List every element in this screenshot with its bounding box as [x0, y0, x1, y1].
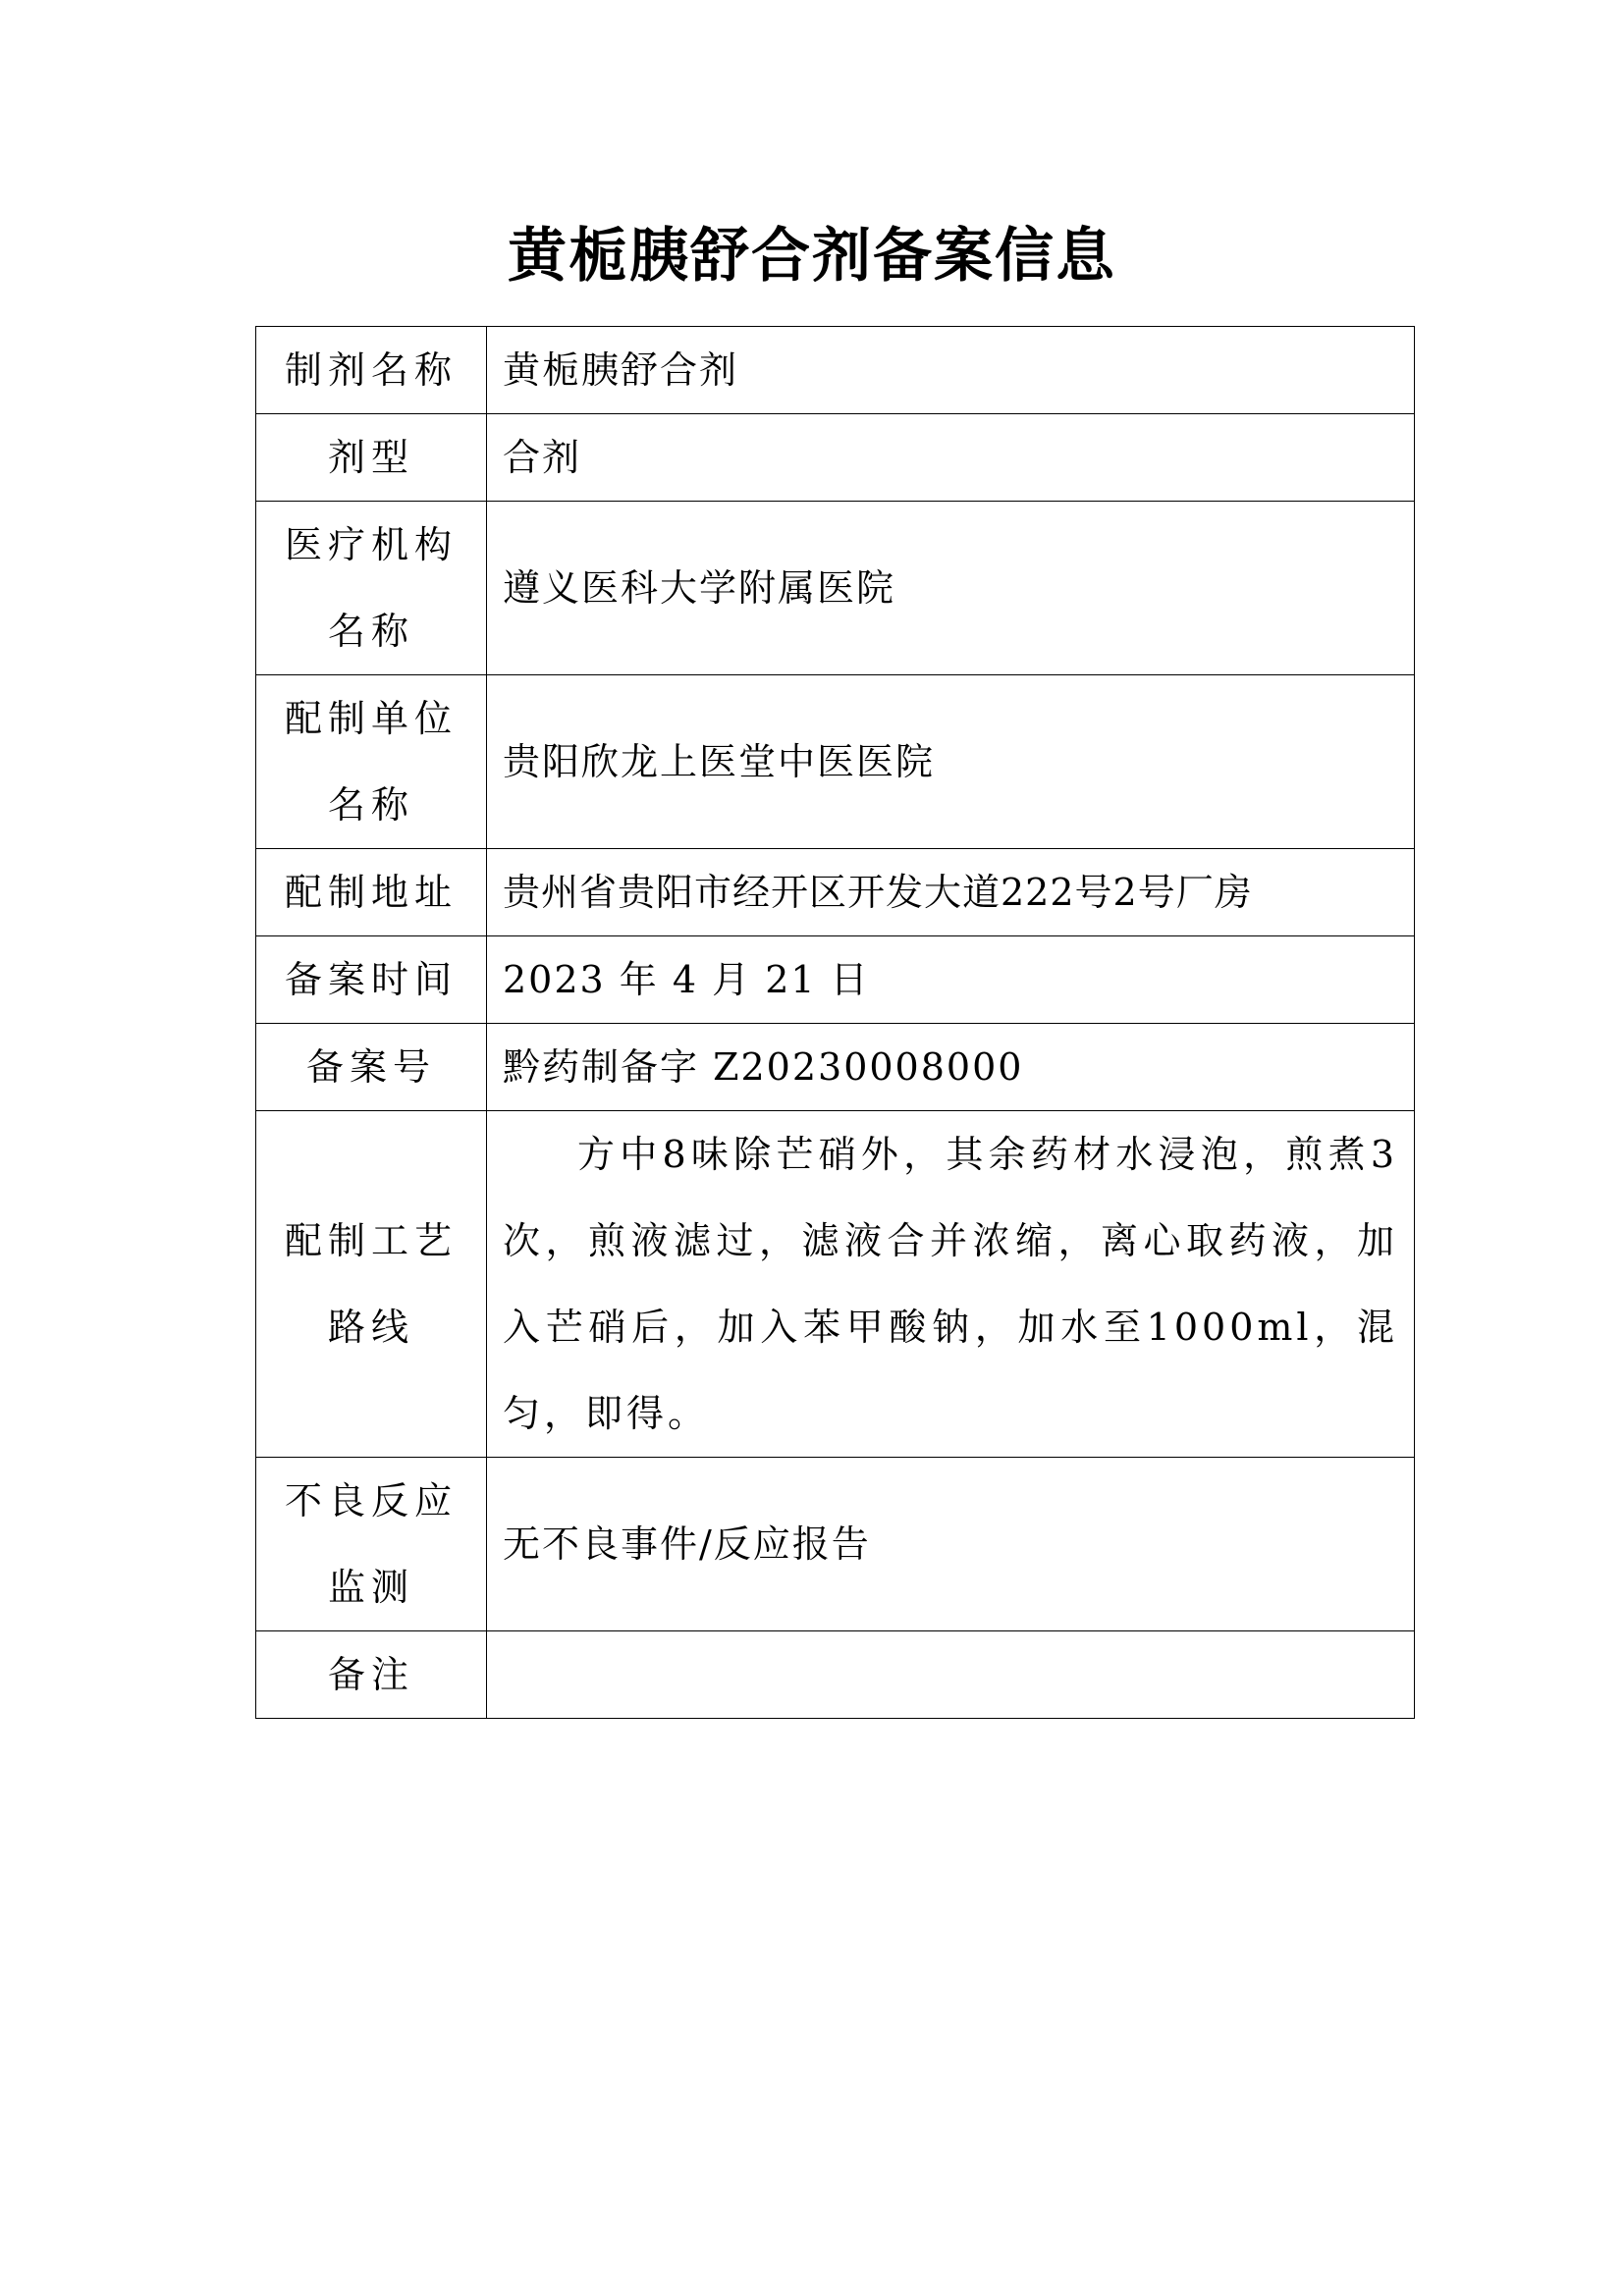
process-route-label-line1: 配制工艺	[284, 1219, 458, 1262]
process-route-label-line2: 路线	[327, 1306, 414, 1349]
prep-unit-value: 贵阳欣龙上医堂中医医院	[487, 675, 1415, 849]
institution-label	[256, 502, 487, 675]
prep-name-value: 黄栀胰舒合剂	[487, 327, 1415, 414]
table-row	[256, 849, 1415, 936]
filing-number-value: 黔药制备字 Z20230008000	[487, 1024, 1415, 1111]
adverse-reaction-value: 无不良事件/反应报告	[487, 1458, 1415, 1631]
table-row	[256, 1631, 1415, 1719]
table-row	[256, 1458, 1415, 1631]
filing-info-table	[255, 326, 1415, 1719]
dosage-form-label: 剂型	[256, 414, 487, 502]
institution-label-line1: 医疗机构	[284, 523, 458, 566]
table-row	[256, 936, 1415, 1024]
table-row	[256, 675, 1415, 849]
prep-address-label: 配制地址	[256, 849, 487, 936]
prep-name-label: 制剂名称	[256, 327, 487, 414]
table-row	[256, 1111, 1415, 1458]
prep-unit-label-line1: 配制单位	[284, 697, 458, 740]
process-route-text: 方中8味除芒硝外，其余药材水浸泡，煎煮3次，煎液滤过，滤液合并浓缩，离心取药液，加入芒硝后，加入苯甲酸钠，加水至1000ml，混匀，即得。	[503, 1133, 1398, 1435]
adverse-reaction-label-line1: 不良反应	[284, 1479, 458, 1522]
adverse-reaction-label-line2: 监测	[327, 1566, 414, 1609]
dosage-form-value: 合剂	[487, 414, 1415, 502]
prep-unit-label-line2: 名称	[327, 783, 414, 827]
process-route-label	[256, 1111, 487, 1458]
filing-date-value: 2023 年 4 月 21 日	[487, 936, 1415, 1024]
prep-unit-label	[256, 675, 487, 849]
institution-value: 遵义医科大学附属医院	[487, 502, 1415, 675]
prep-address-value: 贵州省贵阳市经开区开发大道222号2号厂房	[487, 849, 1415, 936]
remarks-value	[487, 1631, 1415, 1719]
filing-date-label: 备案时间	[256, 936, 487, 1024]
table-row	[256, 502, 1415, 675]
document-title: 黄栀胰舒合剂备案信息	[508, 222, 1116, 291]
process-route-value	[487, 1111, 1415, 1458]
adverse-reaction-label	[256, 1458, 487, 1631]
table-row	[256, 1024, 1415, 1111]
table-row	[256, 414, 1415, 502]
institution-label-line2: 名称	[327, 610, 414, 653]
remarks-label: 备注	[256, 1631, 487, 1719]
filing-number-label: 备案号	[256, 1024, 487, 1111]
table-row	[256, 327, 1415, 414]
